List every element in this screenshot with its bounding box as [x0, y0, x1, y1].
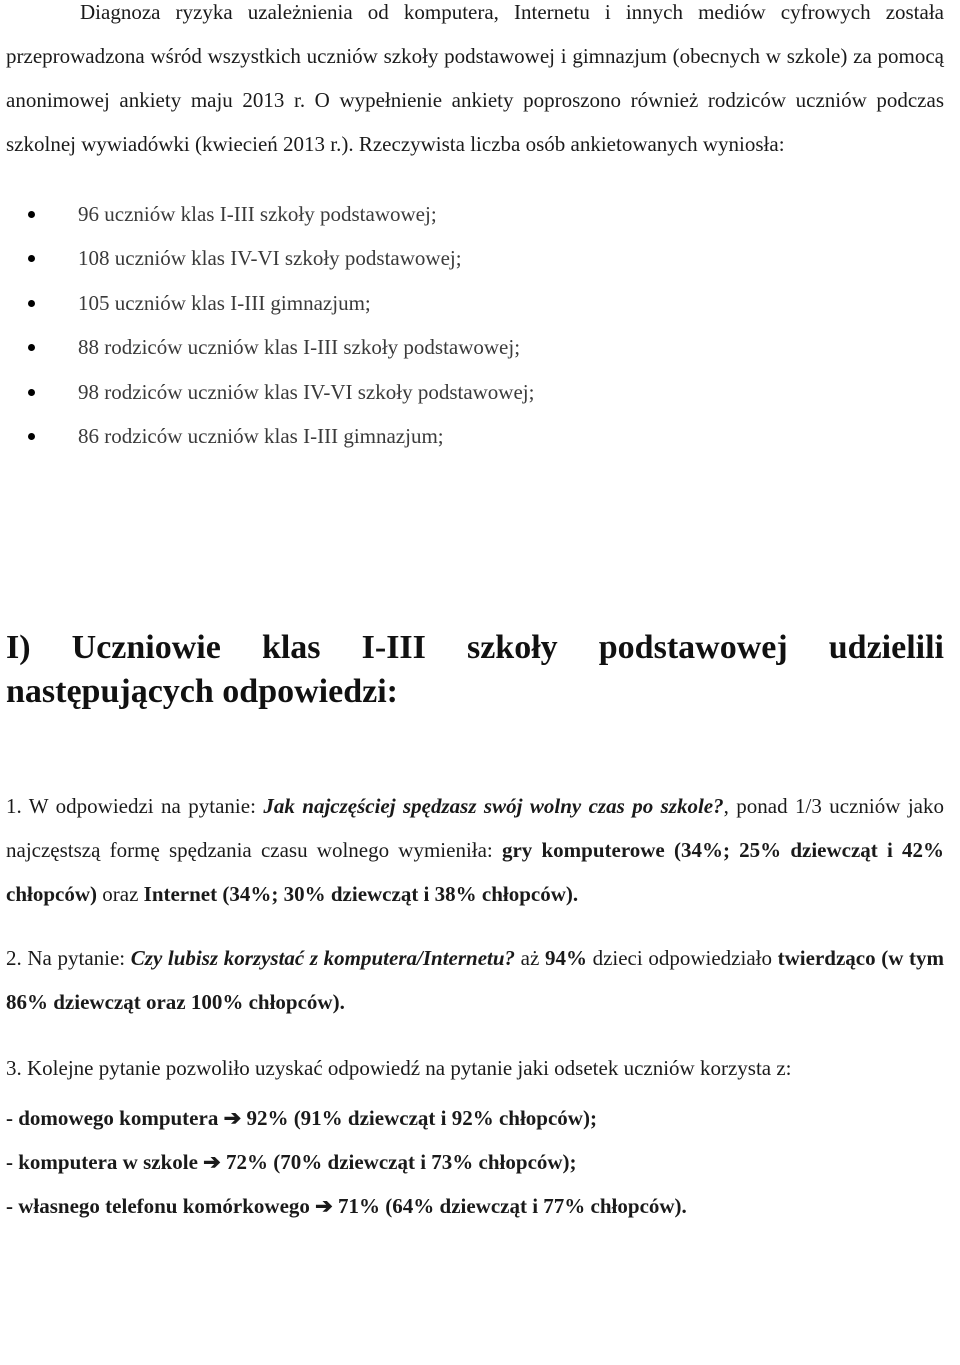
- list-item: 108 uczniów klas IV-VI szkoły podstawowej;: [6, 236, 944, 280]
- intro-text: Diagnoza ryzyka uzależnienia od komputera, Internetu i innych mediów cyfrowych została przeprowadzona wśród wszystkich uczniów szkoły podstawowej i gimnazjum (obecnych w szkole) za pomocą anonimowej ankiety maju 2013 r. O wypełnienie ankiety poproszono również rodziców uczniów podczas szkolnej wywiadówki (kwiecień 2013 r.).: [6, 0, 944, 156]
- intro-paragraph: [6, 0, 944, 166]
- usage-list: [6, 1096, 944, 1228]
- respondents-list: [6, 192, 944, 458]
- list-item: 105 uczniów klas I-III gimnazjum;: [6, 281, 944, 325]
- list-item: - domowego komputera ➔ 92% (91% dziewcząt i 92% chłopców);: [6, 1106, 597, 1131]
- document-page: [6, 0, 944, 1228]
- heading-line-1: I) Uczniowie klas I-III szkoły podstawowej udzielili: [6, 629, 944, 667]
- section-heading: [6, 626, 944, 714]
- question-1-paragraph: 1. W odpowiedzi na pytanie: Jak najczęściej spędzasz swój wolny czas po szkole?, ponad 1/3 uczniów jako najczęstszą formę spędzania czasu wolnego wymieniła: gry komputerowe (34%; 25% dziewcząt i 42% chłopców) oraz Internet (34%; 30% dziewcząt i 38% chłopców).: [6, 794, 944, 907]
- list-item: - własnego telefonu komórkowego ➔ 71% (64% dziewcząt i 77% chłopców).: [6, 1194, 687, 1219]
- bullet-icon: [28, 433, 35, 440]
- bullet-icon: [28, 255, 35, 262]
- bullet-icon: [28, 389, 35, 396]
- question-1-text: Jak najczęściej spędzasz swój wolny czas po szkole?: [263, 794, 724, 819]
- answer-games: gry komputerowe (34%; 25% dziewcząt i 42% chłopców): [6, 838, 944, 907]
- answer-detail: twierdząco (w tym 86% dziewcząt oraz 100% chłopców).: [6, 946, 944, 1015]
- answer-internet: Internet (34%; 30% dziewcząt i 38% chłopców).: [143, 882, 579, 907]
- answer-percent: 94%: [544, 946, 587, 971]
- question-2-paragraph: 2. Na pytanie: Czy lubisz korzystać z komputera/Internetu? aż 94% dzieci odpowiedziało twierdząco (w tym 86% dziewcząt oraz 100% chłopców).: [6, 946, 944, 1015]
- list-item: 98 rodziców uczniów klas IV-VI szkoły podstawowej;: [6, 370, 944, 414]
- right-arrow-icon: ➔: [315, 1194, 333, 1219]
- bullet-icon: [28, 211, 35, 218]
- question-2-text: Czy lubisz korzystać z komputera/Internetu?: [130, 946, 516, 971]
- question-3-paragraph: 3. Kolejne pytanie pozwoliło uzyskać odpowiedź na pytanie jaki odsetek uczniów korzysta z:: [6, 1056, 792, 1081]
- intro-count-text: Rzeczywista liczba osób ankietowanych wyniosła:: [358, 132, 785, 156]
- list-item: 86 rodziców uczniów klas I-III gimnazjum;: [6, 414, 944, 458]
- right-arrow-icon: ➔: [203, 1150, 221, 1175]
- bullet-icon: [28, 344, 35, 351]
- right-arrow-icon: ➔: [223, 1106, 242, 1131]
- list-item: 96 uczniów klas I-III szkoły podstawowej;: [6, 192, 944, 236]
- heading-line-2: następujących odpowiedzi:: [6, 673, 398, 711]
- bullet-icon: [28, 300, 35, 307]
- list-item: - komputera w szkole ➔ 72% (70% dziewcząt i 73% chłopców);: [6, 1150, 577, 1175]
- list-item: 88 rodziców uczniów klas I-III szkoły podstawowej;: [6, 325, 944, 369]
